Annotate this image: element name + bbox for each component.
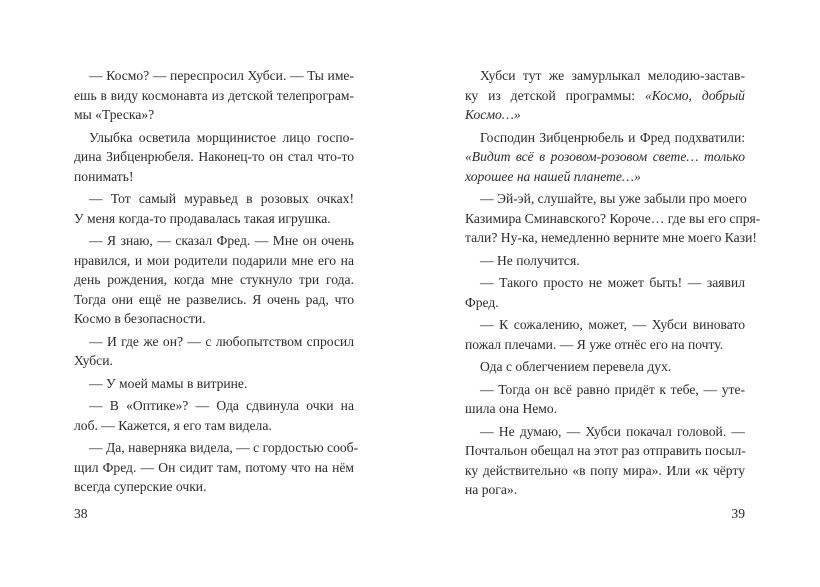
paragraph xyxy=(465,251,745,271)
paragraph xyxy=(465,422,745,500)
text-run: Хубси тут же замурлыкал мелодию-застав- xyxy=(480,68,745,83)
text-run: день рождения, когда мне стукнуло три года. xyxy=(74,272,354,287)
text-line xyxy=(74,209,354,229)
text-run: понимать! xyxy=(74,168,134,184)
text-run: лоб. — Кажется, я его там видела. xyxy=(74,417,272,433)
text-run: — Космо? — переспросил Хубси. — Ты име- xyxy=(89,68,354,83)
text-line xyxy=(74,66,354,86)
text-line xyxy=(74,351,354,371)
text-line xyxy=(74,270,354,290)
text-run: всегда суперские очки. xyxy=(74,479,207,494)
paragraph xyxy=(74,374,354,394)
paragraph xyxy=(465,315,745,354)
paragraph xyxy=(465,128,745,187)
text-run: тали? Ну-ка, немедленно верните мне моего Кази! xyxy=(465,230,757,245)
text-line xyxy=(74,167,354,187)
paragraph xyxy=(74,332,354,371)
text-run: — К сожалению, может, — Хубси виновато xyxy=(480,317,745,332)
text-line xyxy=(465,209,761,229)
text-run: — У моей мамы в витрине. xyxy=(89,375,248,391)
text-run: мы «Треска»? xyxy=(74,107,155,122)
text-line xyxy=(74,416,354,436)
text-run: ешь в виду космонавта из детской телепрограм- xyxy=(74,87,354,103)
paragraph xyxy=(74,66,354,125)
text-run: Казимира Сминавского? Короче… где вы его спря- xyxy=(465,210,761,226)
text-line xyxy=(465,461,745,481)
text-line xyxy=(465,441,745,461)
text-run: Космо в безопасности. xyxy=(74,311,206,326)
left-page-text xyxy=(74,66,359,500)
text-run: Ода с облегчением перевела дух. xyxy=(480,359,672,374)
paragraph xyxy=(465,66,745,125)
text-line xyxy=(465,147,745,167)
text-line xyxy=(74,374,354,394)
text-line xyxy=(74,86,354,106)
paragraph xyxy=(465,380,745,419)
text-run: — Не думаю, — Хубси покачал головой. — xyxy=(480,423,745,439)
text-line xyxy=(74,458,354,478)
text-run: Тогда они ещё не развелись. Я очень рад, что xyxy=(74,291,354,307)
text-run: нравился, и мои родители подарили мне его на xyxy=(74,252,354,268)
text-run: Фред. xyxy=(465,294,499,310)
text-run: — Такого просто не может быть! — заявил xyxy=(480,275,745,290)
text-line xyxy=(74,290,354,310)
text-line xyxy=(465,422,745,442)
text-run: У меня когда-то продавалась такая игрушка. xyxy=(74,210,331,226)
text-line xyxy=(74,251,354,271)
text-line xyxy=(74,147,354,167)
text-line xyxy=(465,189,745,209)
text-line xyxy=(465,128,745,148)
italic-text-run: хорошее на нашей планете…» xyxy=(465,168,641,184)
text-line xyxy=(465,399,745,419)
text-line xyxy=(465,86,745,106)
text-line xyxy=(465,251,745,271)
text-run: — Да, наверняка видела, — с гордостью сооб- xyxy=(89,440,359,455)
text-line xyxy=(465,380,745,400)
text-run: шила она Немо. xyxy=(465,401,558,416)
italic-text-run: «Видит всё в розовом-розовом свете… только xyxy=(465,149,745,164)
text-line xyxy=(465,480,745,500)
text-line xyxy=(465,167,745,187)
italic-text-run: Космо…» xyxy=(465,107,521,122)
text-run: Улыбка осветила морщинистое лицо госпо- xyxy=(89,129,354,145)
paragraph xyxy=(74,128,354,187)
text-run: Хубси. xyxy=(74,353,113,368)
page-number-left: 38 xyxy=(74,506,88,521)
right-page-text xyxy=(465,66,761,503)
text-run: ку из детской программы: xyxy=(465,87,645,103)
text-run: Почтальон обещал на этот раз отправить посыл- xyxy=(465,443,746,458)
paragraph xyxy=(74,438,359,497)
text-line xyxy=(74,105,354,125)
text-line xyxy=(465,315,745,335)
text-line xyxy=(74,189,354,209)
text-run: — Тогда он всё равно придёт к тебе, — уте- xyxy=(480,381,745,397)
paragraph xyxy=(74,396,354,435)
text-line xyxy=(465,335,745,355)
text-line xyxy=(465,105,745,125)
text-line xyxy=(465,228,757,248)
text-line xyxy=(465,273,745,293)
text-line xyxy=(74,309,354,329)
italic-text-run: «Космо, добрый xyxy=(644,87,745,103)
text-run: — Эй-эй, слушайте, вы уже забыли про моего xyxy=(480,191,747,206)
text-run: — И где же он? — с любопытством спросил xyxy=(89,333,354,349)
paragraph xyxy=(465,273,745,312)
text-run: — В «Оптике»? — Ода сдвинула очки на xyxy=(89,398,354,413)
paragraph xyxy=(74,231,354,329)
text-run: на рога». xyxy=(465,482,518,497)
text-run: — Тот самый муравьед в розовых очках! xyxy=(89,191,354,206)
text-run: пожал плечами. — Я уже отнёс его на почту. xyxy=(465,336,724,352)
text-run: — Не получится. xyxy=(480,252,580,268)
text-line xyxy=(74,332,354,352)
text-line xyxy=(74,396,354,416)
paragraph xyxy=(465,357,745,377)
text-line xyxy=(465,293,745,313)
text-run: — Я знаю, — сказал Фред. — Мне он очень xyxy=(89,233,354,248)
paragraph xyxy=(74,189,354,228)
text-line xyxy=(74,231,354,251)
paragraph xyxy=(465,189,761,248)
page-number-right: 39 xyxy=(731,506,745,521)
text-run: дина Зибценрюбеля. Наконец-то он стал что-то xyxy=(74,149,354,164)
text-line xyxy=(74,477,354,497)
text-line xyxy=(465,66,745,86)
text-run: ку действительно «в попу мира». Или «к чёрту xyxy=(465,462,745,478)
text-line xyxy=(465,357,745,377)
text-line xyxy=(74,128,354,148)
text-line xyxy=(74,438,359,458)
text-run: щил Фред. — Он сидит там, потому что на нём xyxy=(74,459,354,475)
text-run: Господин Зибценрюбель и Фред подхватили: xyxy=(480,129,745,145)
